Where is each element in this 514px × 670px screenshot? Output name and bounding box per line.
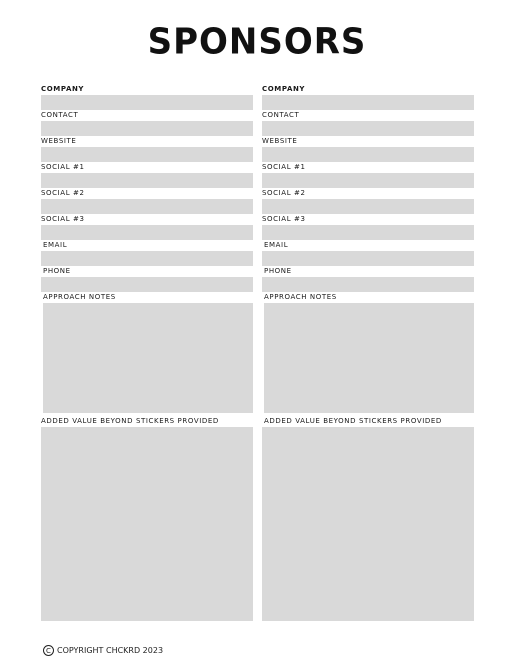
added-value-group xyxy=(41,416,253,621)
contact-input[interactable] xyxy=(41,121,253,136)
social2-field-group xyxy=(41,188,253,214)
contact-input[interactable] xyxy=(262,121,474,136)
website-input[interactable] xyxy=(41,147,253,162)
approach-notes-group xyxy=(41,292,253,413)
contact-field-group xyxy=(262,110,474,136)
email-input[interactable] xyxy=(262,251,474,266)
company-label: COMPANY xyxy=(41,85,85,93)
website-field-group xyxy=(262,136,474,162)
copyright-icon: C xyxy=(43,645,54,656)
phone-field-group xyxy=(41,266,253,292)
social2-label: SOCIAL #2 xyxy=(262,189,306,197)
website-label: WEBSITE xyxy=(41,137,77,145)
sponsor-form-right xyxy=(262,84,474,621)
social1-input[interactable] xyxy=(41,173,253,188)
social3-label: SOCIAL #3 xyxy=(262,215,306,223)
copyright-text: COPYRIGHT CHCKRD 2023 xyxy=(57,646,164,655)
approach-notes-textarea[interactable] xyxy=(264,303,474,413)
approach-notes-label: APPROACH NOTES xyxy=(264,293,337,301)
social1-label: SOCIAL #1 xyxy=(41,163,85,171)
company-input[interactable] xyxy=(41,95,253,110)
social2-input[interactable] xyxy=(262,199,474,214)
contact-label: CONTACT xyxy=(262,111,300,119)
contact-field-group xyxy=(41,110,253,136)
social3-label: SOCIAL #3 xyxy=(41,215,85,223)
social1-input[interactable] xyxy=(262,173,474,188)
email-label: EMAIL xyxy=(43,241,68,249)
email-input[interactable] xyxy=(41,251,253,266)
added-value-textarea[interactable] xyxy=(41,427,253,621)
email-field-group xyxy=(262,240,474,266)
social2-input[interactable] xyxy=(41,199,253,214)
website-label: WEBSITE xyxy=(262,137,298,145)
social3-field-group xyxy=(41,214,253,240)
phone-label: PHONE xyxy=(43,267,71,275)
social2-label: SOCIAL #2 xyxy=(41,189,85,197)
company-input[interactable] xyxy=(262,95,474,110)
email-field-group xyxy=(41,240,253,266)
approach-notes-group xyxy=(262,292,474,413)
added-value-textarea[interactable] xyxy=(262,427,474,621)
footer-copyright xyxy=(43,645,163,656)
social2-field-group xyxy=(262,188,474,214)
phone-label: PHONE xyxy=(264,267,292,275)
page-title: SPONSORS xyxy=(147,21,367,63)
phone-input[interactable] xyxy=(262,277,474,292)
approach-notes-textarea[interactable] xyxy=(43,303,253,413)
social1-field-group xyxy=(262,162,474,188)
social3-input[interactable] xyxy=(262,225,474,240)
social1-field-group xyxy=(41,162,253,188)
contact-label: CONTACT xyxy=(41,111,79,119)
added-value-label: ADDED VALUE BEYOND STICKERS PROVIDED xyxy=(264,417,442,425)
company-field-group xyxy=(262,84,474,110)
added-value-group xyxy=(262,416,474,621)
company-field-group xyxy=(41,84,253,110)
sponsor-form-left xyxy=(41,84,253,621)
email-label: EMAIL xyxy=(264,241,289,249)
website-input[interactable] xyxy=(262,147,474,162)
company-label: COMPANY xyxy=(262,85,306,93)
approach-notes-label: APPROACH NOTES xyxy=(43,293,116,301)
added-value-label: ADDED VALUE BEYOND STICKERS PROVIDED xyxy=(41,417,219,425)
social3-input[interactable] xyxy=(41,225,253,240)
social1-label: SOCIAL #1 xyxy=(262,163,306,171)
phone-input[interactable] xyxy=(41,277,253,292)
social3-field-group xyxy=(262,214,474,240)
phone-field-group xyxy=(262,266,474,292)
website-field-group xyxy=(41,136,253,162)
